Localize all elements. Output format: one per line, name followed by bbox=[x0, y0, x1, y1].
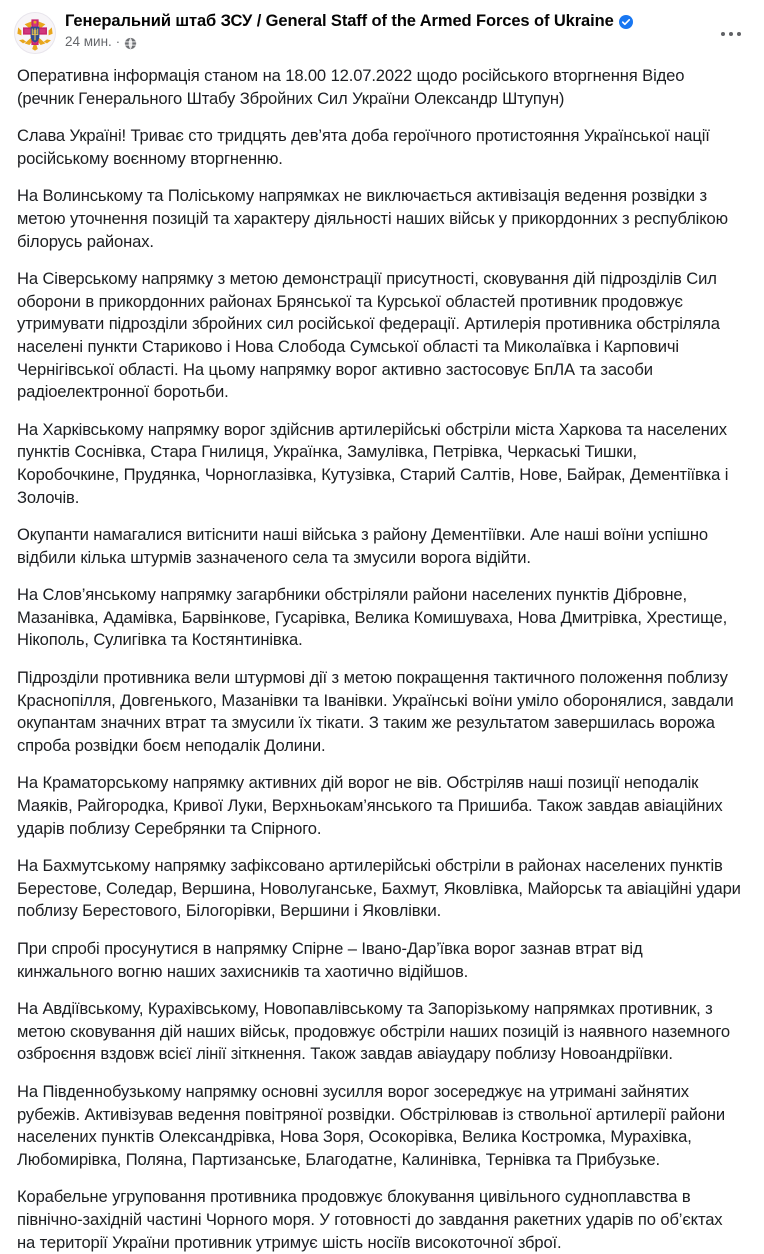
page-name[interactable]: Генеральний штаб ЗСУ / General Staff of the Armed Forces of Ukraine bbox=[65, 12, 614, 30]
verified-badge-icon bbox=[619, 15, 633, 29]
general-staff-ukraine-emblem-icon bbox=[15, 13, 55, 53]
menu-dot bbox=[729, 32, 733, 36]
post-paragraph: На Бахмутському напрямку зафіксовано артилерійські обстріли в районах населених пунктів Берестове, Соледар, Вершина, Новолуганське, Бахмут, Яковлівка, Майорськ та авіаційні удари поблизу Берестового, Білогорівки, Вершини і Яковлівки. bbox=[17, 856, 741, 921]
post-paragraph: Слава Україні! Триває сто тридцять дев’ята доба героїчного протистояння Української нації російському воєнному вторгненню. bbox=[17, 126, 710, 168]
post-paragraph: На Краматорському напрямку активних дій ворог не вів. Обстріляв наші позиції неподалік Маяків, Райгородка, Кривої Луки, Верхньокам’янського та Пришиба. Також завдав авіаційних ударів поблизу Серебрянки та Спірного. bbox=[17, 773, 723, 838]
avatar[interactable] bbox=[14, 12, 56, 54]
menu-dot bbox=[737, 32, 741, 36]
post-paragraph: На Харківському напрямку ворог здійснив артилерійські обстріли міста Харкова та населених пунктів Соснівка, Стара Гнилиця, Українка, Замулівка, Петрівка, Черкаські Тишки, Коробочкине, Прудянка, Чорноглазівка, Кутузівка, Старий Салтів, Нове, Байрак, Дементіївка і Золочів. bbox=[17, 419, 729, 507]
post-paragraph: На Волинському та Поліському напрямках не виключається активізація ведення розвідки з метою уточнення позицій та характеру діяльності наших військ у прикордонних з республікою білорусь районах. bbox=[17, 186, 728, 251]
post-paragraph: На Південнобузькому напрямку основні зусилля ворог зосереджує на утримані зайнятих рубежів. Активізував ведення повітряної розвідки. Обстрілював із ствольної артилерії райони населених пунктів Олександрівка, Нова Зоря, Осокорівка, Велика Костромка, Мурахівка, Любомирівка, Поляна, Партизанське, Благодатне, Калинівка, Тернівка та Прибузьке. bbox=[17, 1081, 726, 1169]
post-options-menu-button[interactable] bbox=[714, 17, 748, 51]
post-paragraph: Оперативна інформація станом на 18.00 12.07.2022 щодо російського вторгнення Відео (речник Генерального Штабу Збройних Сил України Олександр Штупун) bbox=[17, 66, 685, 108]
post-header-text bbox=[65, 11, 752, 50]
post-paragraph: При спробі просунутися в напрямку Спірне – Івано-Дар’ївка ворог зазнав втрат від кинжального вогню наших захисників та хаотично відійшов. bbox=[17, 939, 643, 981]
post-message-body bbox=[0, 62, 764, 1254]
post-meta bbox=[65, 34, 752, 50]
post-paragraph: Підрозділи противника вели штурмові дії з метою покращення тактичного положення поблизу Краснопілля, Довгенького, Мазанівки та Іванівки. Українські воїни уміло оборонялися, завдали окупантам значних втрат та змусили їх тікати. З таким же результатом завершилась ворожа спроба розвідки боєм неподалік Долини. bbox=[17, 668, 734, 755]
globe-icon[interactable] bbox=[124, 37, 137, 50]
post-timestamp[interactable]: 24 мин. bbox=[65, 34, 112, 49]
post-header bbox=[0, 0, 764, 62]
meta-separator: · bbox=[115, 34, 121, 49]
post-paragraph: На Сіверському напрямку з метою демонстрації присутності, сковування дій підрозділів Сил оборони в прикордонних районах Брянської та Курської областей противник продовжує утримувати підрозділи збройних сил російської федерації. Артилерія противника обстріляла населені пункти Стариково і Нова Слобода Сумської області та Миколаївка і Карповичі Чернігівської області. На цьому напрямку ворог активно застосовує БпЛА та засоби радіоелектронної боротьби. bbox=[17, 269, 720, 402]
author-name-row bbox=[65, 11, 752, 31]
post-paragraph: На Авдіївському, Курахівському, Новопавлівському та Запорізькому напрямках противник, з метою сковування дій наших військ, продовжує обстріли наших позицій із наявного наземного озброєння вздовж всієї лінії зіткнення. Також завдав авіаудару поблизу Новоандріївки. bbox=[17, 999, 731, 1064]
post-paragraph: На Слов’янському напрямку загарбники обстріляли райони населених пунктів Дібровне, Мазанівка, Адамівка, Барвінкове, Гусарівка, Велика Комишуваха, Нова Дмитрівка, Хрестище, Нікополь, Сулигівка та Костянтинівка. bbox=[17, 585, 728, 650]
post-paragraph: Окупанти намагалися витіснити наші війська з району Дементіївки. Але наші воїни успішно відбили кілька штурмів зазначеного села та змусили ворога відійти. bbox=[17, 525, 708, 567]
menu-dot bbox=[721, 32, 725, 36]
post-paragraph: Корабельне угруповання противника продовжує блокування цивільного судноплавства в північно-західній частині Чорного моря. У готовності до завдання ракетних ударів по об’єктах на території України противник утримує шість носіїв високоточної зброї. bbox=[17, 1187, 723, 1252]
